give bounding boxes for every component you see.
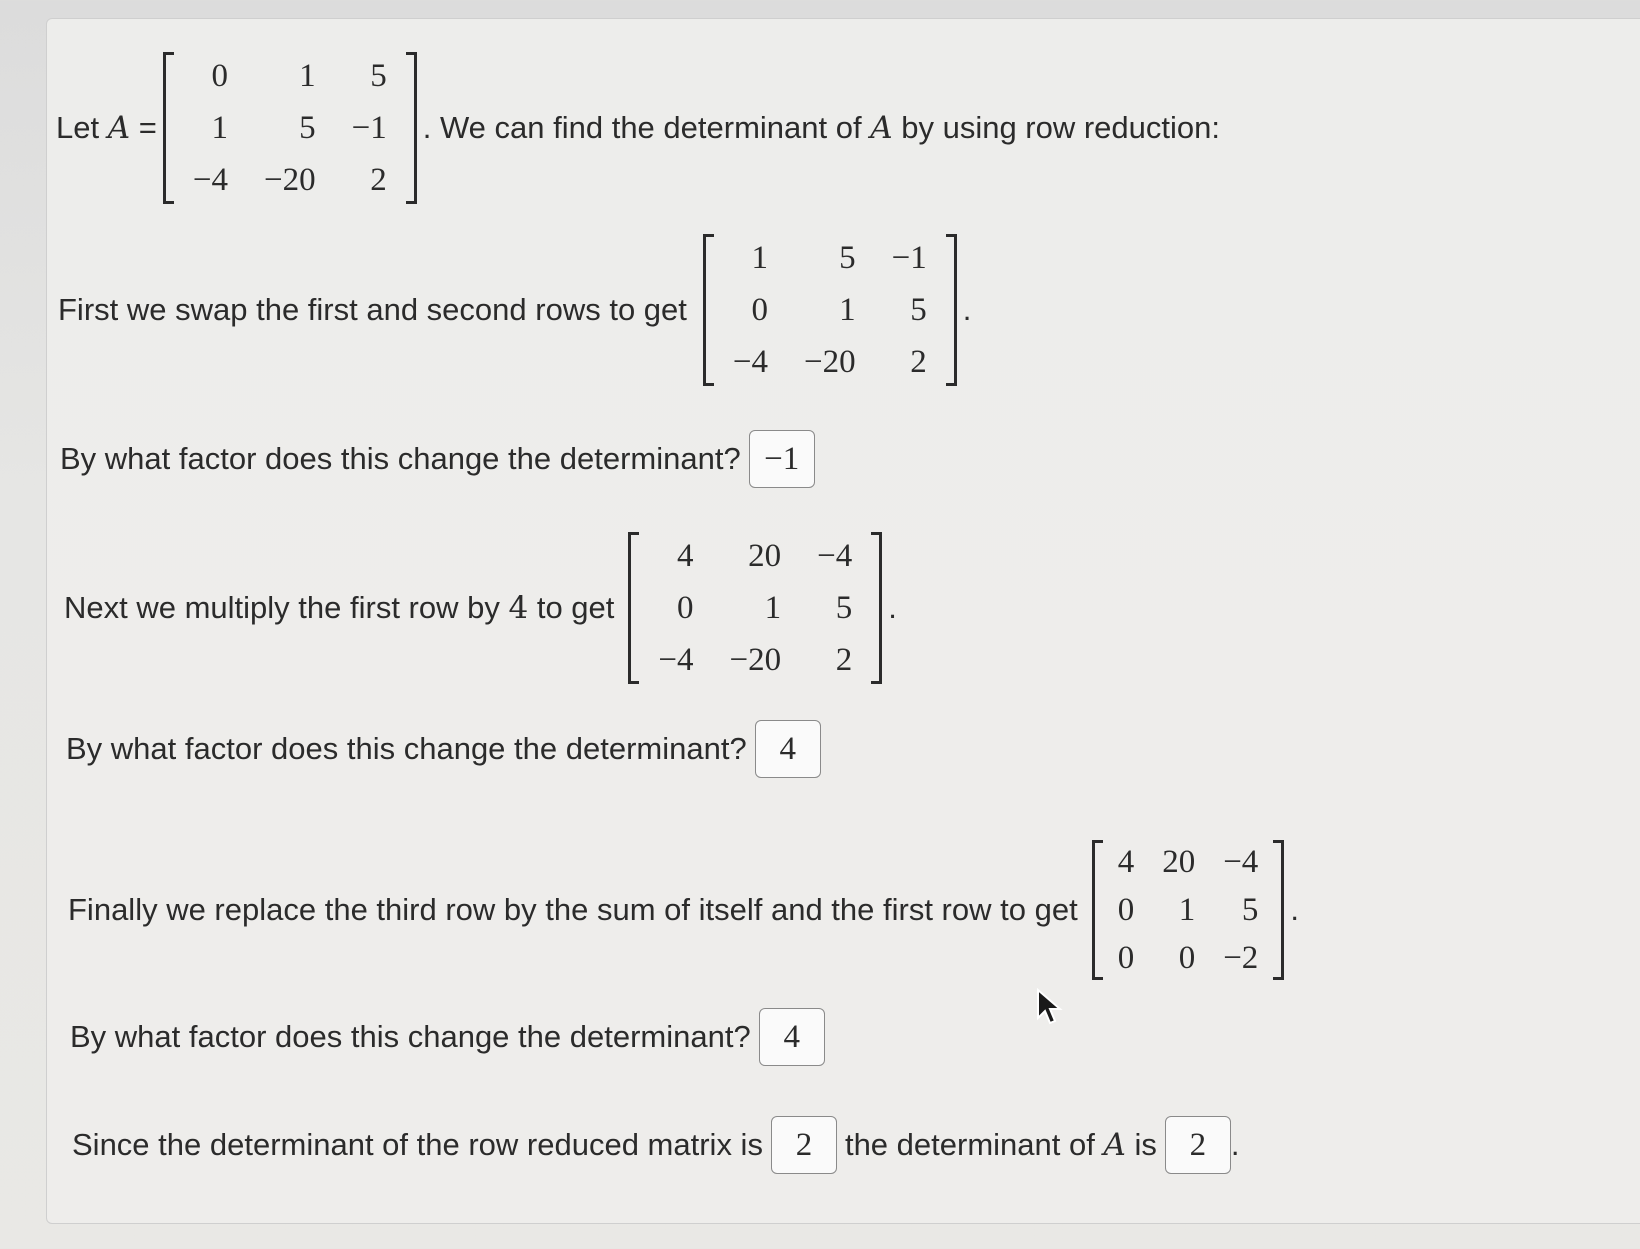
matrix-cell: −4 bbox=[192, 162, 228, 198]
intro-var: A bbox=[107, 110, 131, 146]
mouse-pointer-icon bbox=[1036, 988, 1064, 1028]
step3-end: . bbox=[1290, 892, 1299, 927]
conclusion-text2: the determinant of bbox=[844, 1127, 1095, 1162]
matrix-cell: 5 bbox=[370, 58, 387, 94]
intro-equals: = bbox=[138, 110, 157, 145]
conclusion-text1: Since the determinant of the row reduced matrix is bbox=[72, 1127, 763, 1162]
step2-matrix bbox=[628, 530, 882, 686]
matrix-cell: 0 bbox=[677, 590, 694, 626]
matrix-cell: 2 bbox=[910, 344, 927, 380]
step1-line bbox=[58, 232, 971, 388]
step3-line bbox=[68, 838, 1299, 982]
matrix-cell: 20 bbox=[748, 538, 782, 574]
intro-line bbox=[56, 50, 1220, 206]
matrix-cell: −4 bbox=[658, 642, 694, 678]
matrix-cell: 4 bbox=[677, 538, 694, 574]
matrix-cell: 1 bbox=[839, 292, 856, 328]
matrix-cell: 1 bbox=[211, 110, 228, 146]
matrix-cell: 2 bbox=[835, 642, 853, 678]
step3-text: Finally we replace the third row by the sum of itself and the first row to get bbox=[68, 892, 1078, 927]
conclusion-answer1-box[interactable]: 2 bbox=[771, 1116, 837, 1174]
step3-answer-box[interactable]: 4 bbox=[759, 1008, 825, 1066]
matrix-cell: −1 bbox=[891, 240, 927, 276]
intro-suffix-end: by using row reduction: bbox=[901, 110, 1220, 145]
step3-question: By what factor does this change the determinant? bbox=[70, 1019, 751, 1054]
step2-end: . bbox=[888, 590, 897, 625]
matrix-cell: 2 bbox=[370, 162, 387, 198]
step1-end: . bbox=[962, 292, 972, 327]
matrix-cell: −20 bbox=[804, 344, 856, 380]
matrix-cell: 0 bbox=[211, 58, 228, 94]
step2-question-line bbox=[66, 720, 821, 778]
matrix-cell: 20 bbox=[1162, 844, 1196, 880]
step3-question-line bbox=[70, 1008, 825, 1066]
matrix-cell: 1 bbox=[764, 590, 782, 626]
matrix-cell: 5 bbox=[835, 590, 853, 626]
matrix-cell: 4 bbox=[1117, 844, 1135, 880]
matrix-cell: −4 bbox=[1223, 844, 1259, 880]
conclusion-var: A bbox=[1103, 1127, 1126, 1163]
matrix-cell: −2 bbox=[1223, 940, 1259, 976]
matrix-a bbox=[163, 50, 417, 206]
intro-suffix-var: A bbox=[870, 110, 893, 146]
step1-question-line bbox=[60, 430, 815, 488]
step2-factor: 4 bbox=[508, 590, 529, 626]
matrix-cell: 5 bbox=[910, 292, 927, 328]
step1-matrix bbox=[703, 232, 957, 388]
matrix-cell: 1 bbox=[751, 240, 769, 276]
matrix-cell: 5 bbox=[299, 110, 316, 146]
step3-matrix bbox=[1092, 838, 1285, 982]
matrix-cell: 5 bbox=[1241, 892, 1259, 928]
intro-prefix: Let bbox=[56, 110, 100, 145]
step2-answer-box[interactable]: 4 bbox=[755, 720, 821, 778]
matrix-cell: 5 bbox=[839, 240, 856, 276]
conclusion-line bbox=[72, 1116, 1240, 1174]
intro-suffix: . We can find the determinant of bbox=[422, 110, 862, 145]
matrix-cell: 0 bbox=[1117, 940, 1135, 976]
matrix-cell: 1 bbox=[1178, 892, 1196, 928]
matrix-cell: −4 bbox=[732, 344, 769, 380]
step2-text-suffix: to get bbox=[536, 590, 615, 625]
conclusion-answer2-box[interactable]: 2 bbox=[1165, 1116, 1231, 1174]
step2-question: By what factor does this change the determinant? bbox=[66, 731, 747, 766]
matrix-cell: −4 bbox=[817, 538, 853, 574]
matrix-cell: 0 bbox=[751, 292, 769, 328]
matrix-cell: −20 bbox=[729, 642, 782, 678]
step1-answer-box[interactable]: −1 bbox=[749, 430, 815, 488]
matrix-cell: −20 bbox=[263, 162, 316, 198]
matrix-cell: 1 bbox=[299, 58, 316, 94]
step2-line bbox=[64, 530, 897, 686]
matrix-cell: 0 bbox=[1178, 940, 1196, 976]
matrix-cell: 0 bbox=[1117, 892, 1135, 928]
conclusion-text3: is bbox=[1134, 1127, 1157, 1162]
step1-text: First we swap the first and second rows to get bbox=[58, 292, 687, 327]
conclusion-end: . bbox=[1230, 1127, 1240, 1162]
matrix-cell: −1 bbox=[351, 110, 387, 146]
step2-text-prefix: Next we multiply the first row by bbox=[64, 590, 500, 625]
step1-question: By what factor does this change the determinant? bbox=[60, 441, 741, 476]
